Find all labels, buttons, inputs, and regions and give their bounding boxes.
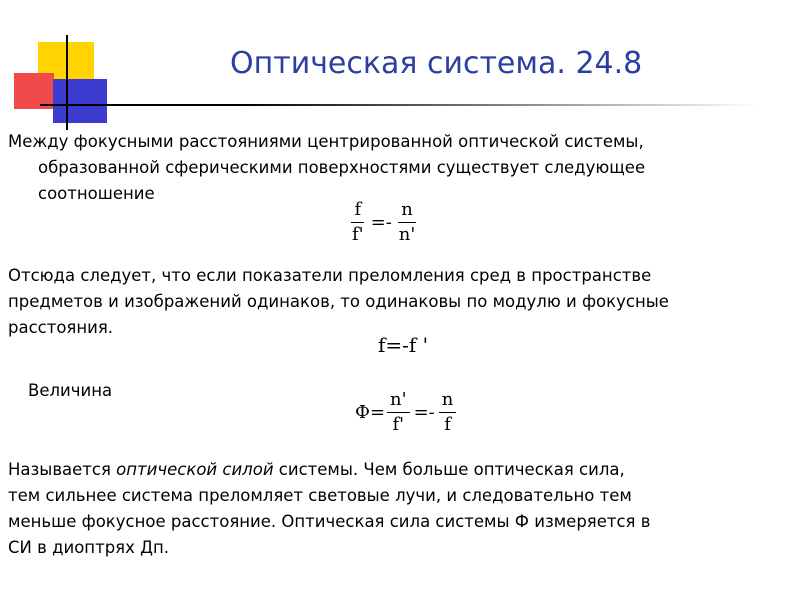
numerator: n' <box>387 390 410 413</box>
decor-vertical-line <box>66 35 68 130</box>
denominator: f' <box>352 224 364 245</box>
fraction <box>439 390 457 435</box>
denominator: f <box>444 414 451 435</box>
formula-equal-focal: f=-f ' <box>378 333 429 357</box>
denominator: n' <box>398 224 416 245</box>
paragraph-line: предметов и изображений одинаков, то одинаковы по модулю и фокусные <box>8 292 669 311</box>
operator: =- <box>370 212 392 233</box>
paragraph-line: СИ в диоптрях Дп. <box>8 538 170 557</box>
formula-optical-power <box>355 390 458 435</box>
fraction <box>396 200 419 245</box>
formula-prefix: Ф= <box>355 402 386 423</box>
paragraph-line: меньше фокусное расстояние. Оптическая сила системы Ф измеряется в <box>8 512 651 531</box>
decor-blue-square <box>53 79 107 123</box>
paragraph-line: Между фокусными расстояниями центрированной оптической системы, <box>8 132 644 151</box>
paragraph-consequence <box>8 263 778 341</box>
numerator: f <box>351 200 364 223</box>
paragraph-optical-power <box>8 457 778 561</box>
decor-horizontal-line <box>40 104 240 106</box>
paragraph-line: тем сильнее система преломляет световые лучи, и следовательно тем <box>8 486 632 505</box>
formula-focal-ratio <box>347 200 420 245</box>
paragraph-line: соотношение <box>38 184 155 203</box>
denominator: f' <box>392 414 405 435</box>
paragraph-text: Называется <box>8 460 117 479</box>
decor-fading-line <box>240 104 760 106</box>
numerator: n <box>398 200 416 223</box>
numerator: n <box>439 390 457 413</box>
paragraph-quantity: Величина <box>28 381 113 400</box>
term-optical-power: оптической силой <box>116 460 274 479</box>
paragraph-focal-relation <box>8 129 778 207</box>
fraction <box>349 200 367 245</box>
paragraph-line: Отсюда следует, что если показатели преломления сред в пространстве <box>8 266 652 285</box>
paragraph-line: расстояния. <box>8 318 114 337</box>
paragraph-line: образованной сферическими поверхностями существует следующее <box>38 158 646 177</box>
operator: =- <box>413 402 435 423</box>
fraction <box>387 390 410 435</box>
slide-title: Оптическая система. 24.8 <box>230 46 643 81</box>
paragraph-text: системы. Чем больше оптическая сила, <box>273 460 625 479</box>
